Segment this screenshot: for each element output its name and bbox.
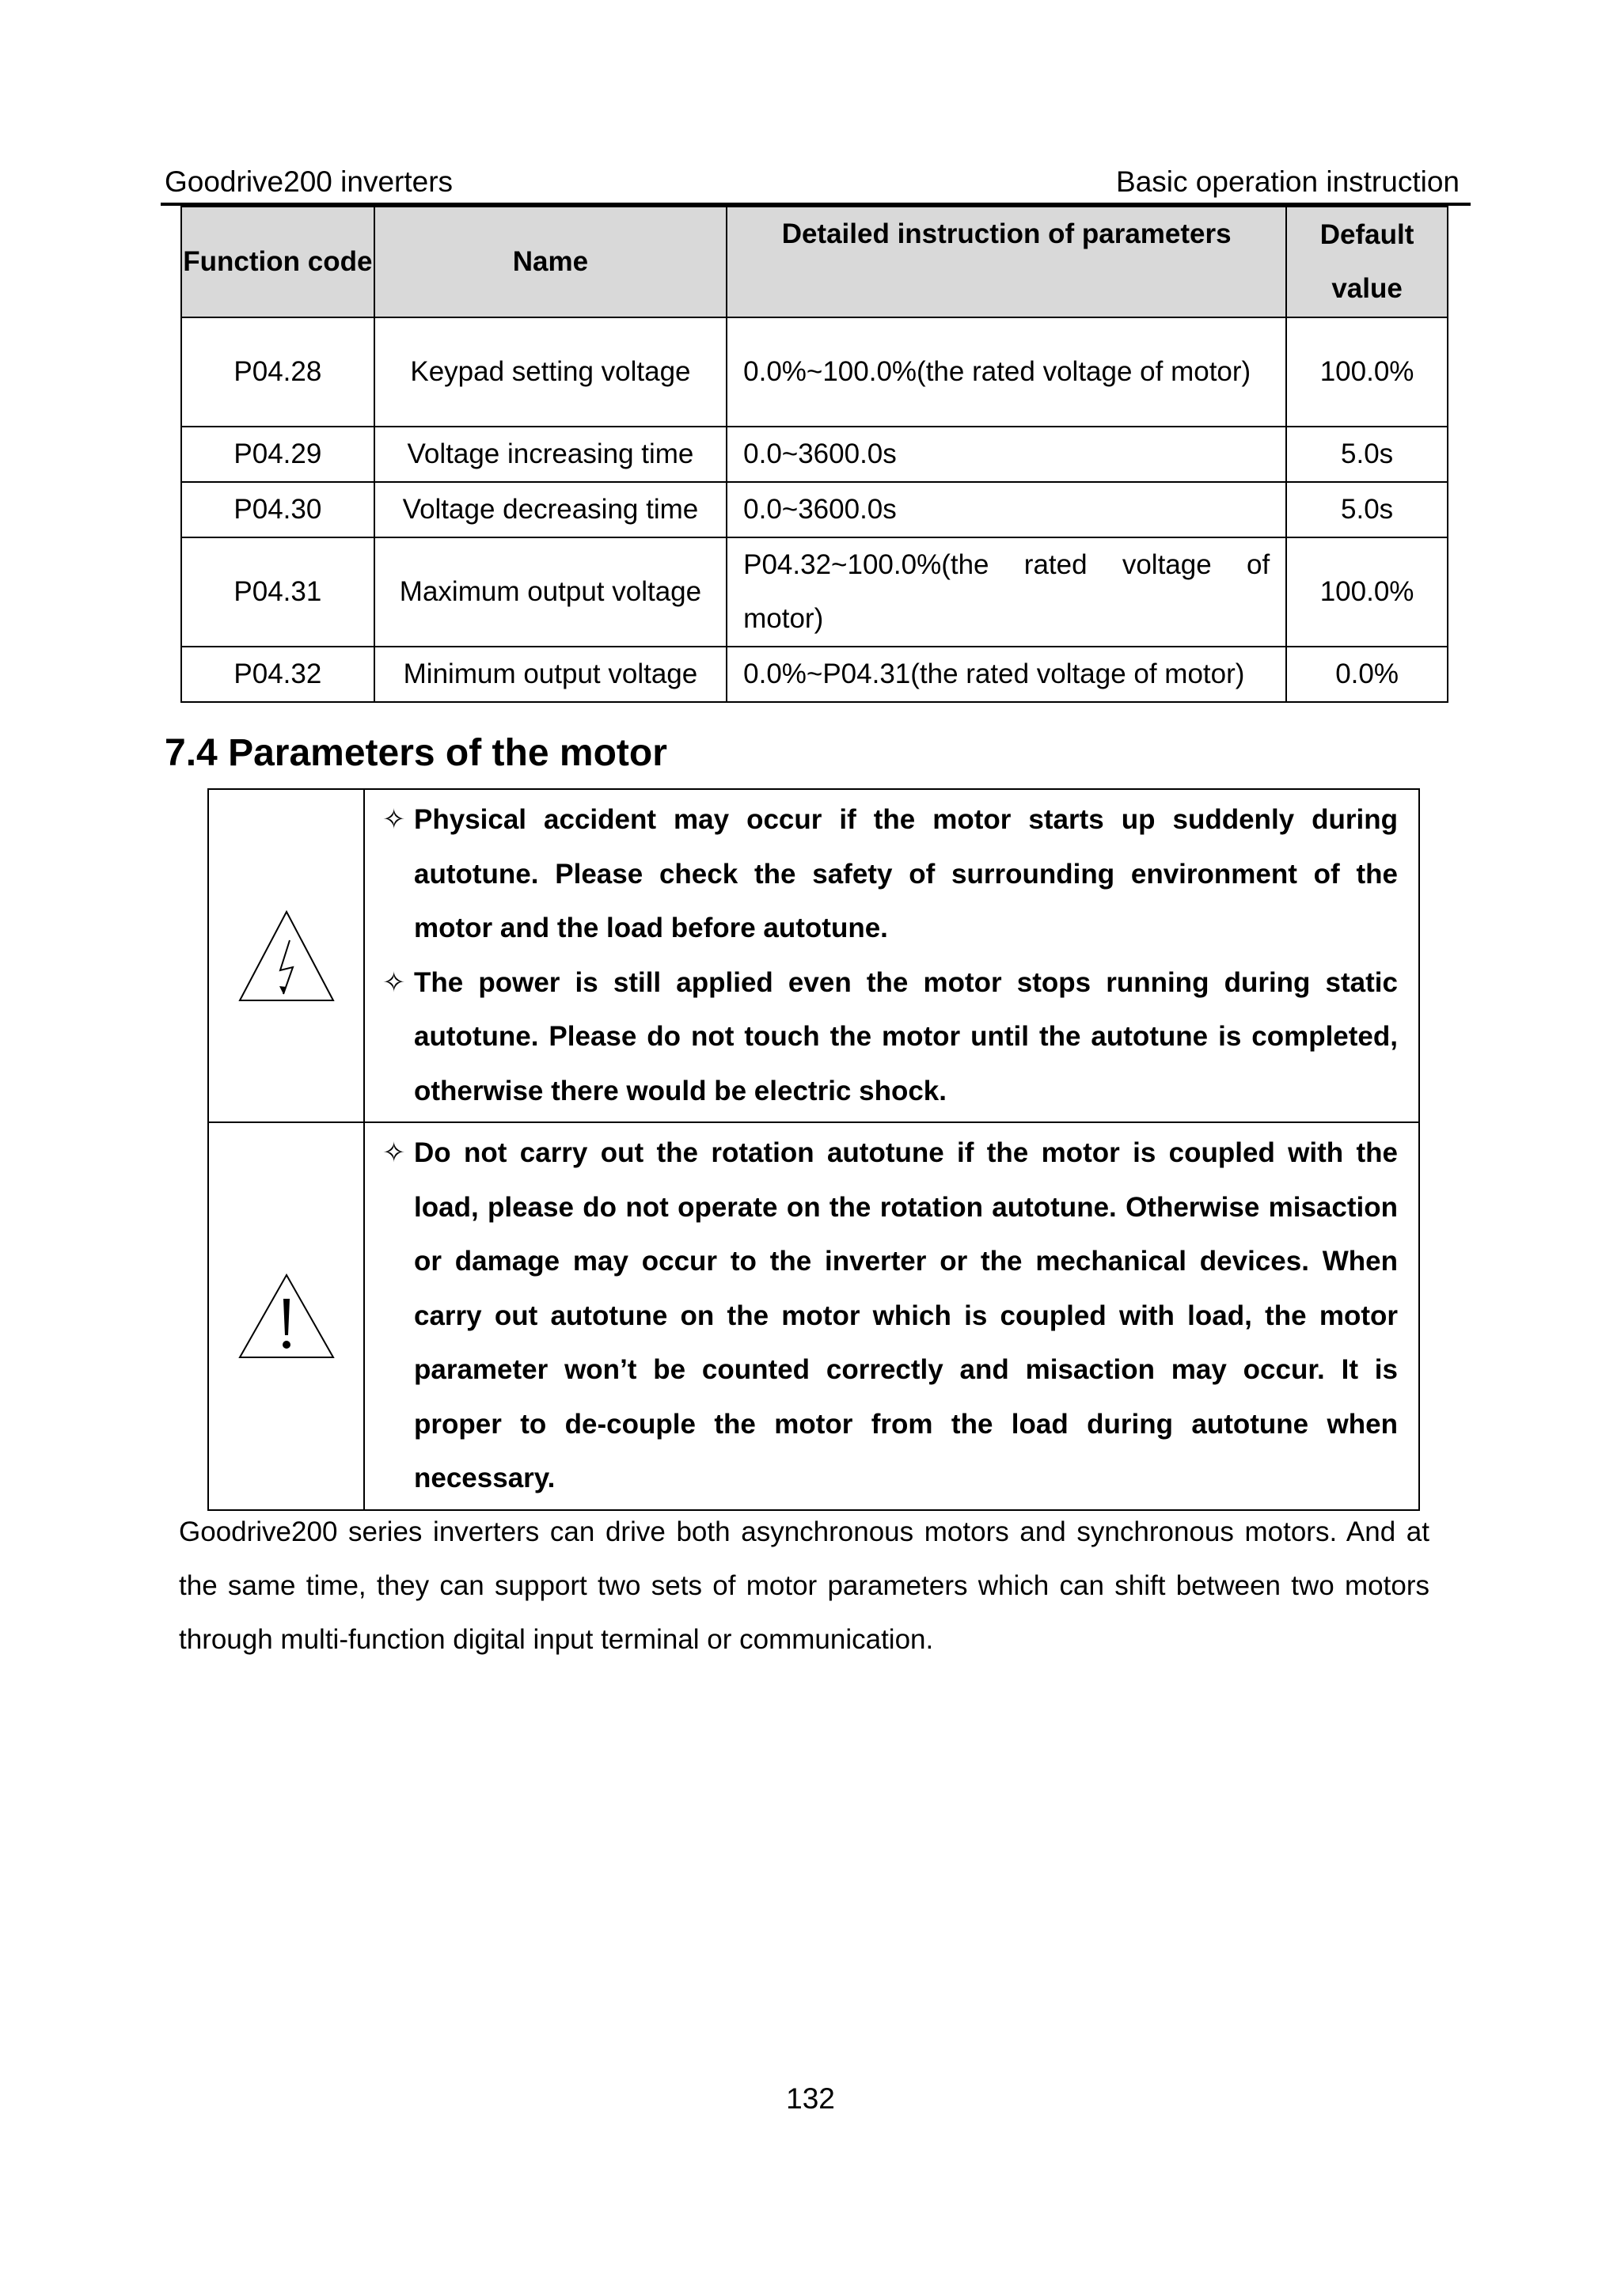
cell-code: P04.32 [181,647,374,702]
warning-item [382,793,1398,956]
cell-detail: 0.0%~100.0%(the rated voltage of motor) [727,317,1286,427]
bullet-icon: ✧ [382,966,406,998]
header-name: Name [374,207,727,317]
warning-text-cell [364,1122,1419,1510]
warning-icon-cell [208,1122,364,1510]
warning-row-caution [208,1122,1419,1510]
caution-exclamation-icon [237,1270,336,1362]
cell-name: Keypad setting voltage [374,317,727,427]
cell-code: P04.28 [181,317,374,427]
cell-default: 100.0% [1286,537,1448,647]
cell-default: 5.0s [1286,482,1448,537]
table-row [181,317,1448,427]
table-row [181,482,1448,537]
cell-default: 5.0s [1286,427,1448,482]
cell-detail: 0.0%~P04.31(the rated voltage of motor) [727,647,1286,702]
warning-item [382,1126,1398,1506]
table-row [181,537,1448,647]
cell-name: Voltage decreasing time [374,482,727,537]
header-document-title: Goodrive200 inverters [165,165,454,198]
table-header-row [181,207,1448,317]
cell-name: Voltage increasing time [374,427,727,482]
table-row [181,647,1448,702]
header-detail: Detailed instruction of parameters [727,207,1286,317]
safety-warning-table [207,788,1420,1511]
warning-item [382,956,1398,1119]
warning-text-cell [364,789,1419,1122]
cell-code: P04.31 [181,537,374,647]
cell-name: Minimum output voltage [374,647,727,702]
warning-item-text: Do not carry out the rotation autotune if the motor is coupled with the load, please do not operate on the rotation autotune. Otherwise misaction or damage may occur to the inverter or the mechanical devices. When carry out autotune on the motor which is coupled with load, the motor parameter won’t be counted correctly and misaction may occur. It is proper to de-couple the motor from the load during autotune when necessary. [414,1137,1398,1493]
section-title: 7.4 Parameters of the motor [165,732,667,774]
parameter-table [180,206,1448,703]
warning-row-electric-shock [208,789,1419,1122]
bullet-icon: ✧ [382,804,406,835]
cell-default: 100.0% [1286,317,1448,427]
warning-icon-cell [208,789,364,1122]
cell-default: 0.0% [1286,647,1448,702]
table-row [181,427,1448,482]
cell-code: P04.30 [181,482,374,537]
header-default-value: Default value [1286,207,1448,317]
cell-detail: P04.32~100.0%(the rated voltage of motor) [727,537,1286,647]
cell-detail: 0.0~3600.0s [727,427,1286,482]
body-paragraph: Goodrive200 series inverters can drive both asynchronous motors and synchronous motors. And at the same time, they can support two sets of motor parameters which can shift between two motors through multi-function digital input terminal or communication. [179,1516,1429,1655]
electric-shock-warning-icon [237,907,336,1005]
page-number: 132 [786,2082,835,2115]
cell-detail: 0.0~3600.0s [727,482,1286,537]
warning-item-text: Physical accident may occur if the motor starts up suddenly during autotune. Please check the safety of surrounding environment of the motor and the load before autotune. [414,804,1398,943]
header-chapter-title: Basic operation instruction [1116,165,1460,198]
warning-item-text: The power is still applied even the motor stops running during static autotune. Please do not touch the motor until the autotune is completed, otherwise there would be electric shock. [414,966,1398,1106]
header-function-code: Function code [181,207,374,317]
bullet-icon: ✧ [382,1137,406,1168]
cell-code: P04.29 [181,427,374,482]
cell-name: Maximum output voltage [374,537,727,647]
